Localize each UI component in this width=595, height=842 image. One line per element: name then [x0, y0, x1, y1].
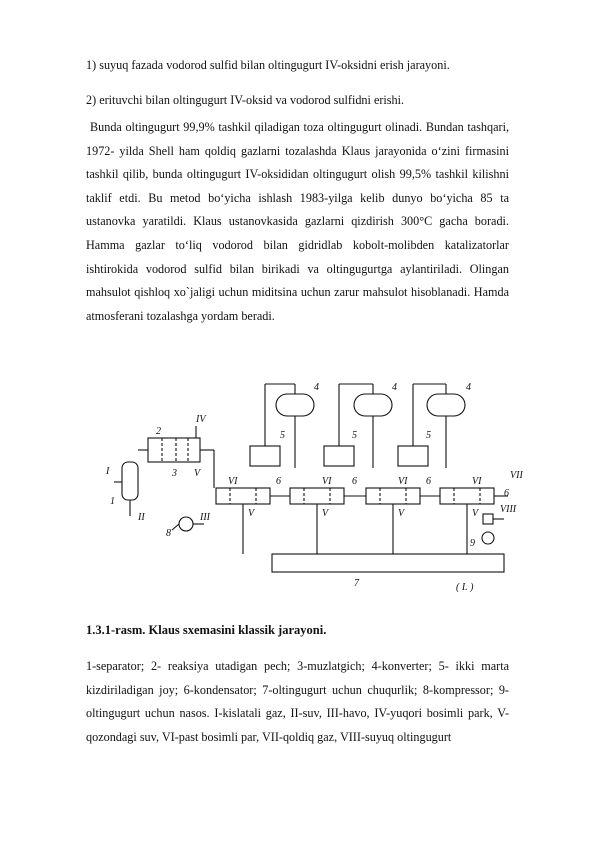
klaus-process-diagram [104, 376, 534, 606]
svg-text:III: III [200, 512, 210, 523]
separator-vessel [114, 462, 138, 516]
svg-text:V: V [398, 508, 405, 519]
svg-text:7: 7 [354, 578, 359, 589]
svg-text:I: I [106, 466, 110, 477]
svg-text:6: 6 [426, 476, 431, 487]
svg-text:5: 5 [280, 430, 285, 441]
svg-text:5: 5 [426, 430, 431, 441]
svg-text:( I. ): ( I. ) [456, 582, 474, 593]
svg-text:5: 5 [352, 430, 357, 441]
sulfur-pit [272, 554, 504, 572]
svg-text:2: 2 [156, 426, 161, 437]
converters [276, 384, 465, 468]
svg-text:4: 4 [314, 382, 319, 393]
svg-text:IV: IV [196, 414, 206, 425]
svg-text:9: 9 [470, 538, 475, 549]
figure-caption [86, 623, 326, 638]
svg-text:1: 1 [110, 496, 115, 507]
svg-text:II: II [138, 512, 145, 523]
svg-text:4: 4 [466, 382, 471, 393]
svg-text:VIII: VIII [500, 504, 517, 515]
svg-text:VI: VI [398, 476, 408, 487]
svg-text:3: 3 [172, 468, 177, 479]
svg-text:VII: VII [510, 470, 523, 481]
body-paragraph: Bunda oltingugurt 99,9% tashkil qiladigan toza oltingugurt olinadi. Bundan tashqari, 1972- yilda Shell ham qoldiq gazlarni tozalashda Klaus jarayonida o‘zini firmasini tashkil qilib, bunda oltingugurt IV-oksididan oltingugurt olish 99,5% tashkil kilishni taklif etdi. Bu metod bo‘yicha ishlash 1983-yilga kelib dunyo bo‘yicha 85 ta ustanovka yaratildi. Klaus ustanovkasida gazlarni qizdirish 300°C gacha boradi. Hamma gazlar to‘liq vodorod bilan gidridlab kobolt-molibden katalizatorlar ishtirokida vodorod sulfid bilan birikadi va oltingugurtga aylantiriladi. Olingan mahsulot qishloq xo`jaligi uchun miditsina uchun zarur mahsulot hisoblanadi. Hamda atmosferani tozalashga yordam beradi. [86, 120, 509, 323]
condensers [216, 488, 508, 554]
svg-text:4: 4 [392, 382, 397, 393]
figure-number: 1.3.1-rasm [86, 623, 143, 637]
svg-text:6: 6 [276, 476, 281, 487]
svg-text:6: 6 [504, 488, 509, 499]
list-item-2: 2) erituvchi bilan oltingugurt IV-oksid va vodorod sulfidni erishi. [86, 93, 405, 107]
figure-legend: 1-separator; 2- reaksiya utadigan pech; 3-muzlatgich; 4-konverter; 5- ikki marta kizdiriladigan joy; 6-kondensator; 7-oltingugurt uchun chuqurlik; 8-kompressor; 9-oltingugurt uchun nasos. I-kislatali gaz, II-suv, III-havo, IV-yuqori bosimli park, V-qozondagi suv, VI-past bosimli par, VII-qoldiq gaz, VIII-suyuq oltingugurt [86, 659, 509, 744]
svg-text:6: 6 [352, 476, 357, 487]
figure-title: . Klaus sxemasini klassik jarayoni. [142, 623, 327, 637]
list-item-1: 1) suyuq fazada vodorod sulfid bilan oltingugurt IV-oksidni erish jarayoni. [86, 58, 450, 72]
svg-text:V: V [322, 508, 329, 519]
svg-text:V: V [194, 468, 201, 479]
svg-text:8: 8 [166, 528, 171, 539]
sulfur-pump [482, 514, 504, 544]
svg-text:VI: VI [322, 476, 332, 487]
svg-text:VI: VI [472, 476, 482, 487]
svg-text:V: V [248, 508, 255, 519]
svg-text:V: V [472, 508, 479, 519]
svg-text:VI: VI [228, 476, 238, 487]
